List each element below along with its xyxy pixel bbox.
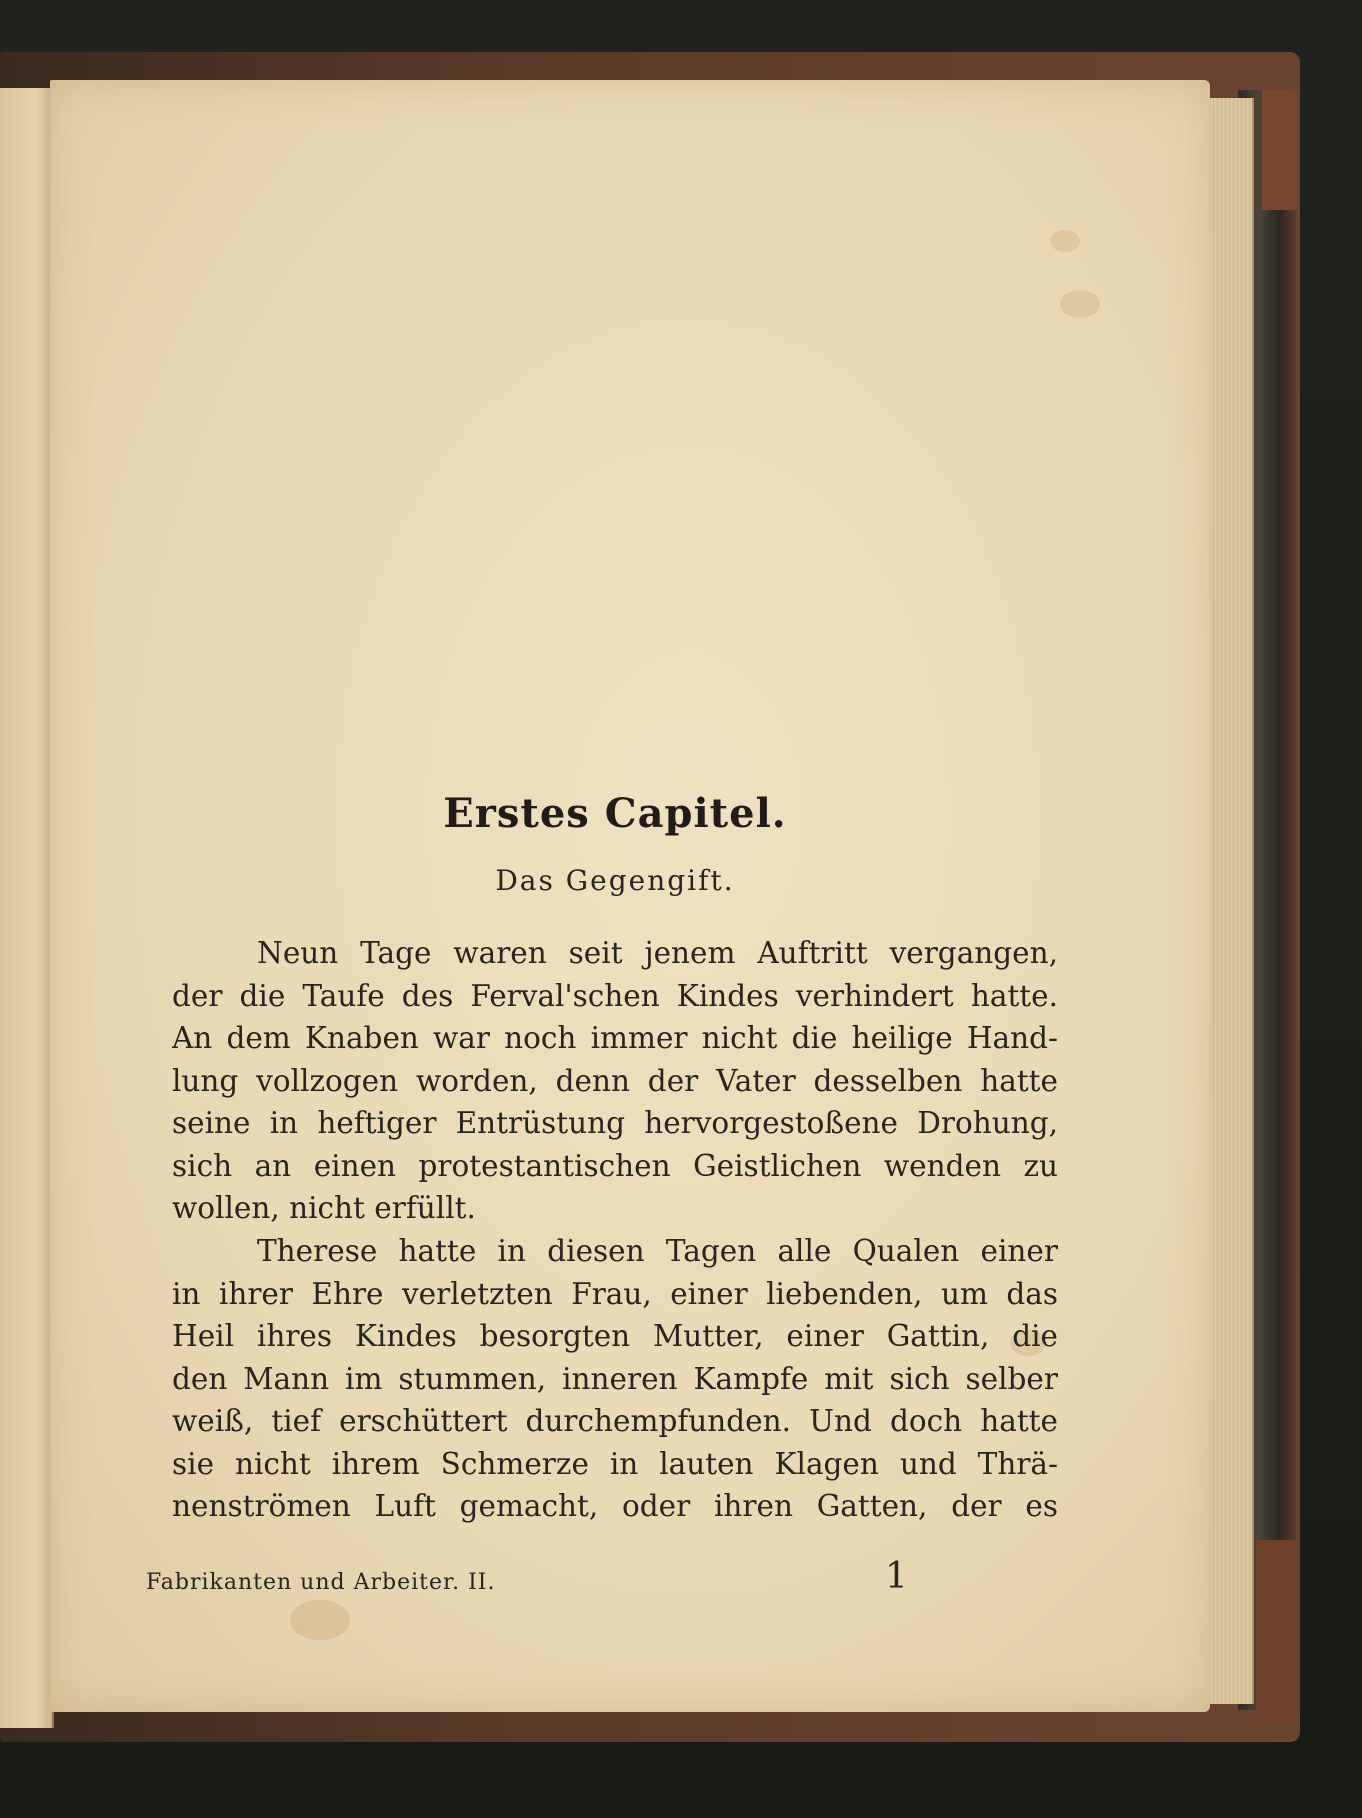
text-line: Neun Tage waren seit jenem Auftritt vergangen, xyxy=(257,936,1058,970)
text-line: seine in heftiger Entrüstung hervorgestoßene Drohung, xyxy=(172,1106,1058,1140)
page-number: 1 xyxy=(885,1556,908,1597)
paper-stain xyxy=(1060,290,1100,318)
footer-signature: Fabrikanten und Arbeiter. II. xyxy=(146,1570,496,1595)
text-line: nenströmen Luft gemacht, oder ihren Gatten, der es xyxy=(172,1489,1058,1523)
book-corner-top xyxy=(1262,90,1298,210)
paper-stain xyxy=(1050,230,1080,252)
book-corner-bottom xyxy=(1256,1540,1296,1720)
text-line: in ihrer Ehre verletzten Frau, einer liebenden, um das xyxy=(172,1276,1058,1311)
paper-stain xyxy=(290,1600,350,1640)
chapter-title: Erstes Capitel. xyxy=(443,790,787,837)
paragraph-2 xyxy=(172,1230,1058,1528)
text-line: den Mann im stummen, inneren Kampfe mit sich selber xyxy=(172,1361,1058,1396)
text-line: Therese hatte in diesen Tagen alle Qualen einer xyxy=(257,1234,1058,1268)
text-line: sie nicht ihrem Schmerze in lauten Klagen und Thrä- xyxy=(172,1446,1058,1481)
text-line: wollen, nicht erfüllt. xyxy=(172,1191,476,1225)
text-line: lung vollzogen worden, denn der Vater desselben hatte xyxy=(172,1063,1058,1098)
book-page xyxy=(50,80,1210,1712)
text-line: der die Taufe des Ferval'schen Kindes verhindert hatte. xyxy=(172,978,1058,1013)
text-line: sich an einen protestantischen Geistlichen wenden zu xyxy=(172,1148,1058,1183)
text-line: Heil ihres Kindes besorgten Mutter, einer Gattin, die xyxy=(172,1319,1058,1353)
text-line: weiß, tief erschüttert durchempfunden. Und doch hatte xyxy=(172,1404,1058,1438)
left-facing-page xyxy=(0,88,54,1728)
text-line: An dem Knaben war noch immer nicht die heilige Hand- xyxy=(172,1021,1058,1055)
chapter-subtitle: Das Gegengift. xyxy=(495,864,735,897)
paragraph-1 xyxy=(172,932,1058,1230)
